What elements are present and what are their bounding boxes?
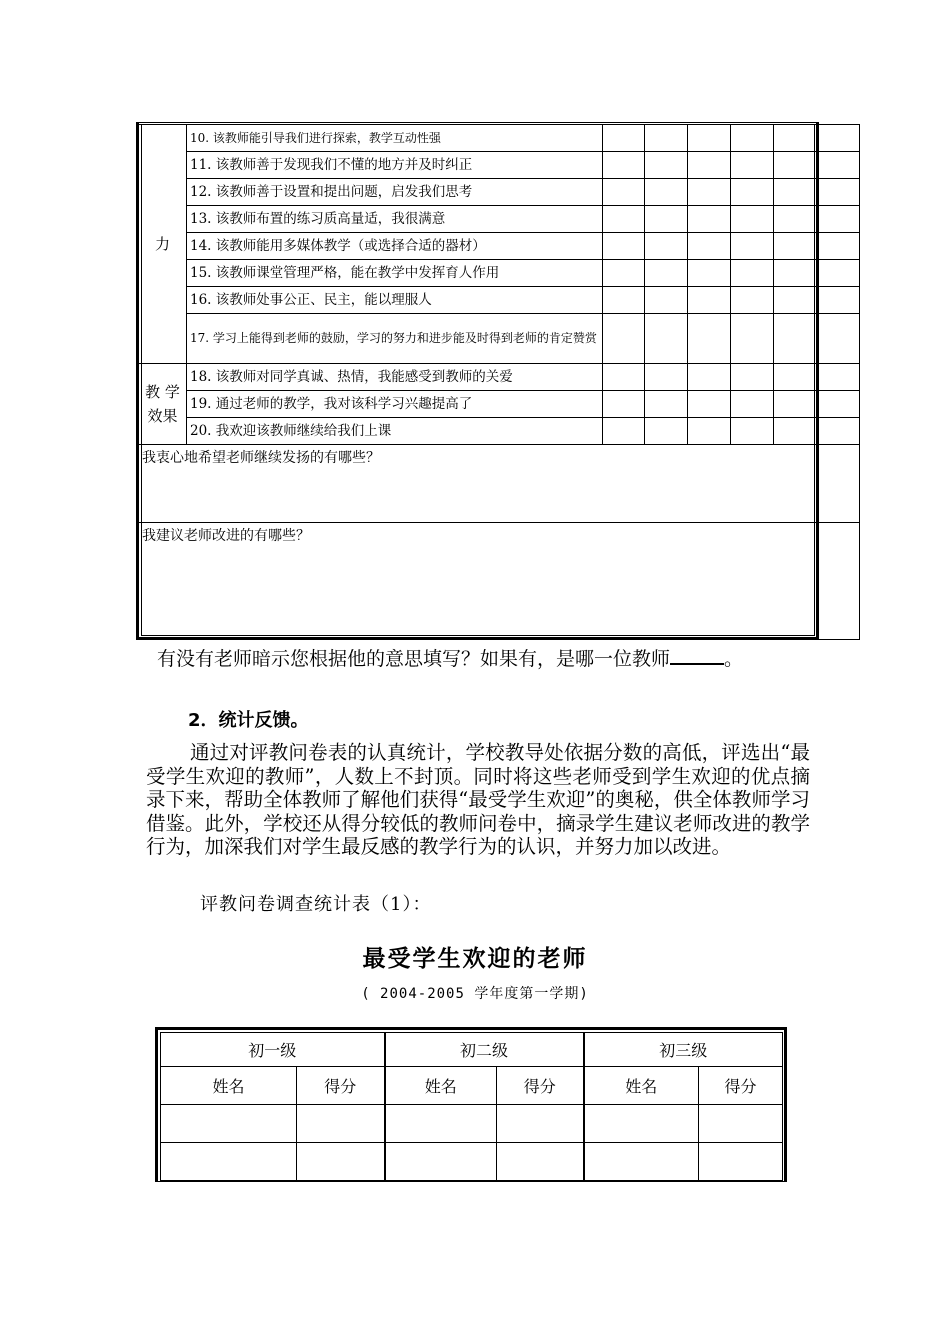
rating-cell[interactable] [817,314,860,364]
rating-cell[interactable] [774,314,817,364]
rating-cell[interactable] [688,206,731,233]
category-effect-line1: 教 学 [145,383,180,401]
rating-cell[interactable] [688,260,731,287]
rating-cell[interactable] [774,206,817,233]
keep-up-question[interactable] [139,445,860,523]
rating-cell[interactable] [817,391,860,418]
rating-cell[interactable] [603,260,645,287]
stats-title: 最受学生欢迎的老师 [362,945,588,972]
table-caption: 评教问卷调查统计表（1）： [200,894,432,915]
rating-cell[interactable] [645,260,688,287]
hint-question-text: 有没有老师暗示您根据他的意思填写？如果有，是哪一位教师 [157,648,671,670]
stats-cell[interactable] [584,1105,699,1143]
rating-cell[interactable] [688,179,731,206]
rating-cell[interactable] [603,206,645,233]
rating-cell[interactable] [817,260,860,287]
category-ability: 力 [139,125,187,364]
improve-question-label: 我建议老师改进的有哪些？ [142,528,310,544]
rating-cell[interactable] [645,314,688,364]
rating-cell[interactable] [817,125,860,152]
rating-cell[interactable] [731,391,774,418]
stats-cell[interactable] [699,1143,783,1181]
rating-cell[interactable] [645,418,688,445]
stats-cell[interactable] [584,1143,699,1181]
survey-item: 17. 学习上能得到老师的鼓励，学习的努力和进步能及时得到老师的肯定赞赏 [187,314,603,364]
rating-cell[interactable] [603,364,645,391]
rating-cell[interactable] [645,125,688,152]
rating-cell[interactable] [688,287,731,314]
stats-cell[interactable] [385,1105,497,1143]
rating-cell[interactable] [645,152,688,179]
survey-item: 10. 该教师能引导我们进行探索，教学互动性强 [187,125,603,152]
improve-question[interactable] [139,523,860,640]
name-column-header: 姓名 [584,1067,699,1105]
rating-cell[interactable] [645,179,688,206]
rating-cell[interactable] [731,260,774,287]
category-teaching-effect [139,364,187,445]
survey-item: 11. 该教师善于发现我们不懂的地方并及时纠正 [187,152,603,179]
survey-item: 16. 该教师处事公正、民主，能以理服人 [187,287,603,314]
rating-cell[interactable] [603,314,645,364]
rating-cell[interactable] [688,233,731,260]
rating-cell[interactable] [603,418,645,445]
rating-cell[interactable] [603,391,645,418]
rating-cell[interactable] [731,206,774,233]
rating-cell[interactable] [731,125,774,152]
rating-cell[interactable] [688,314,731,364]
keep-up-question-label: 我衷心地希望老师继续发扬的有哪些？ [142,450,380,466]
rating-cell[interactable] [731,152,774,179]
rating-cell[interactable] [603,287,645,314]
rating-cell[interactable] [603,233,645,260]
rating-cell[interactable] [817,418,860,445]
rating-cell[interactable] [688,125,731,152]
stats-cell[interactable] [497,1105,584,1143]
rating-cell[interactable] [817,152,860,179]
hint-question-suffix: 。 [724,648,744,670]
category-effect-line2: 效果 [147,407,178,425]
rating-cell[interactable] [817,287,860,314]
rating-cell[interactable] [731,418,774,445]
stats-cell[interactable] [497,1143,584,1181]
grade-header: 初一级 [161,1033,385,1067]
rating-cell[interactable] [774,260,817,287]
rating-cell[interactable] [688,152,731,179]
stats-subtitle: ( 2004-2005 学年度第一学期) [361,986,589,1002]
score-column-header: 得分 [699,1067,783,1105]
rating-cell[interactable] [817,364,860,391]
rating-cell[interactable] [774,418,817,445]
rating-cell[interactable] [774,287,817,314]
rating-cell[interactable] [688,364,731,391]
rating-cell[interactable] [774,391,817,418]
rating-cell[interactable] [645,287,688,314]
survey-item: 12. 该教师善于设置和提出问题，启发我们思考 [187,179,603,206]
rating-cell[interactable] [817,233,860,260]
rating-cell[interactable] [817,206,860,233]
stats-cell[interactable] [297,1143,385,1181]
rating-cell[interactable] [688,418,731,445]
stats-table [160,1032,783,1181]
survey-item: 20. 我欢迎该教师继续给我们上课 [187,418,603,445]
stats-cell[interactable] [385,1143,497,1181]
name-column-header: 姓名 [385,1067,497,1105]
rating-cell[interactable] [603,125,645,152]
rating-cell[interactable] [774,125,817,152]
rating-cell[interactable] [688,391,731,418]
survey-item: 19. 通过老师的教学，我对该科学习兴趣提高了 [187,391,603,418]
rating-cell[interactable] [817,179,860,206]
rating-cell[interactable] [774,179,817,206]
section-heading: 2．统计反馈。 [188,710,309,731]
score-column-header: 得分 [497,1067,584,1105]
rating-cell[interactable] [645,391,688,418]
teacher-name-blank[interactable] [670,645,724,665]
rating-cell[interactable] [645,364,688,391]
hint-question [157,645,743,671]
rating-cell[interactable] [603,152,645,179]
rating-cell[interactable] [731,179,774,206]
body-paragraph: 通过对评教问卷表的认真统计，学校教导处依据分数的高低，评选出“最受学生欢迎的教师”，人数上不封顶。同时将这些老师受到学生欢迎的优点摘录下来，帮助全体教师了解他们获得“最受学生欢迎”的奥秘，供全体教师学习借鉴。此外，学校还从得分较低的教师问卷中，摘录学生建议老师改进的教学行为，加深我们对学生最反感的教学行为的认识，并努力加以改进。 [146,741,810,858]
survey-table [138,124,860,640]
rating-cell[interactable] [731,314,774,364]
rating-cell[interactable] [774,152,817,179]
rating-cell[interactable] [774,364,817,391]
stats-cell[interactable] [161,1143,297,1181]
survey-item: 18. 该教师对同学真诚、热情，我能感受到教师的关爱 [187,364,603,391]
stats-cell[interactable] [699,1105,783,1143]
survey-item: 14. 该教师能用多媒体教学（或选择合适的器材） [187,233,603,260]
name-column-header: 姓名 [161,1067,297,1105]
rating-cell[interactable] [645,206,688,233]
grade-header: 初二级 [385,1033,584,1067]
rating-cell[interactable] [603,179,645,206]
rating-cell[interactable] [731,233,774,260]
grade-header: 初三级 [584,1033,783,1067]
rating-cell[interactable] [731,364,774,391]
rating-cell[interactable] [731,287,774,314]
score-column-header: 得分 [297,1067,385,1105]
stats-cell[interactable] [161,1105,297,1143]
rating-cell[interactable] [774,233,817,260]
stats-cell[interactable] [297,1105,385,1143]
survey-item: 13. 该教师布置的练习质高量适，我很满意 [187,206,603,233]
rating-cell[interactable] [645,233,688,260]
survey-item: 15. 该教师课堂管理严格，能在教学中发挥育人作用 [187,260,603,287]
